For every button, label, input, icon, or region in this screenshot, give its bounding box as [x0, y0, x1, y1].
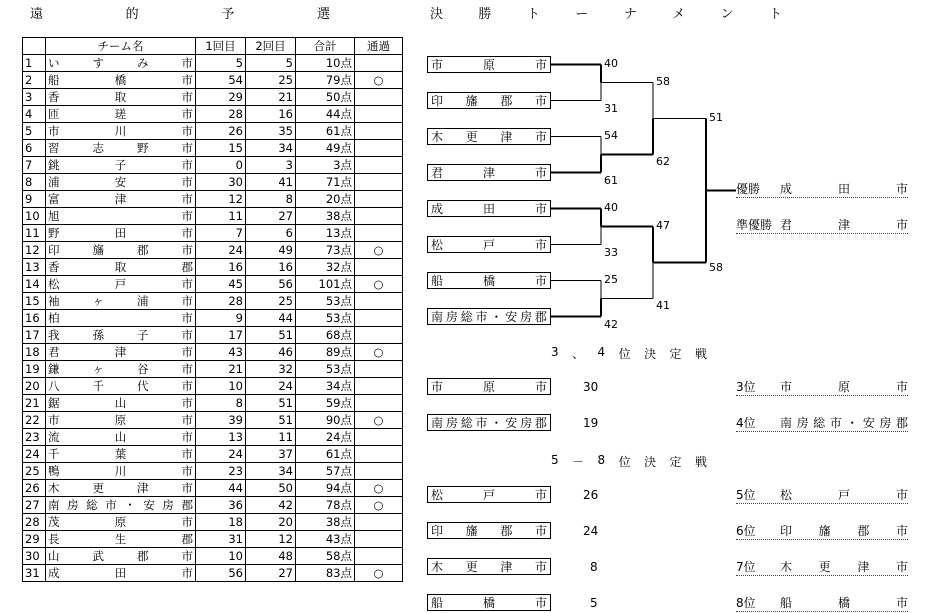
total-score: 34点: [296, 378, 355, 395]
total-score: 20点: [296, 191, 355, 208]
round2-score: 25: [246, 293, 296, 310]
placement-result: [736, 486, 908, 504]
result-label: 優勝: [736, 182, 761, 196]
row-number: 12: [23, 242, 46, 259]
row-number: 9: [23, 191, 46, 208]
bracket-score: 54: [604, 128, 618, 142]
round1-score: 10: [196, 548, 246, 565]
team-name: 船 橋 市: [48, 73, 193, 87]
result-team: 松 戸 市: [780, 488, 908, 502]
third-place-score: 30: [583, 380, 599, 394]
pass-mark: ○: [355, 242, 403, 259]
bracket-score: 51: [709, 110, 723, 124]
round1-score: 30: [196, 174, 246, 191]
round2-score: 46: [246, 344, 296, 361]
pass-mark: ○: [355, 344, 403, 361]
bracket-score: 61: [604, 173, 618, 187]
round1-score: 24: [196, 446, 246, 463]
team-name: 鎌 ヶ 谷 市: [48, 362, 193, 376]
round1-score: 10: [196, 378, 246, 395]
team-name: 流 山 市: [48, 430, 193, 444]
row-number: 13: [23, 259, 46, 276]
result-label: 4位: [736, 416, 756, 430]
team-name: 君 津 市: [48, 345, 193, 359]
team-name: 銚 子 市: [48, 158, 193, 172]
round2-score: 16: [246, 106, 296, 123]
total-score: 3点: [296, 157, 355, 174]
total-score: 61点: [296, 123, 355, 140]
total-score: 83点: [296, 565, 355, 582]
placement-result: [736, 594, 908, 612]
total-score: 61点: [296, 446, 355, 463]
bracket-team-box: 君 津 市: [427, 164, 551, 181]
round2-score: 34: [246, 463, 296, 480]
round2-score: 27: [246, 565, 296, 582]
pass-mark: ○: [355, 72, 403, 89]
total-score: 49点: [296, 140, 355, 157]
third-place-team-box: 市 原 市: [427, 378, 551, 395]
row-number: 16: [23, 310, 46, 327]
row-number: 18: [23, 344, 46, 361]
row-number: 10: [23, 208, 46, 225]
team-name: 印 旛 郡 市: [48, 243, 193, 257]
round2-score: 51: [246, 327, 296, 344]
fifth-place-team-box: 木 更 津 市: [427, 558, 551, 575]
round2-score: 50: [246, 480, 296, 497]
bracket-team-box: 船 橋 市: [427, 272, 551, 289]
team-name: 野 田 市: [48, 226, 193, 240]
round1-score: 0: [196, 157, 246, 174]
runner-up-result: [736, 216, 908, 234]
team-name: 習 志 野 市: [48, 141, 193, 155]
total-score: 101点: [296, 276, 355, 293]
round2-score: 16: [246, 259, 296, 276]
team-name: 市 原 市: [48, 413, 193, 427]
row-number: 30: [23, 548, 46, 565]
total-score: 13点: [296, 225, 355, 242]
bracket-team-box: 印 旛 郡 市: [427, 92, 551, 109]
bracket-team-box: 成 田 市: [427, 200, 551, 217]
round2-score: 51: [246, 395, 296, 412]
round2-score: 42: [246, 497, 296, 514]
placement-result: [736, 558, 908, 576]
round1-score: 12: [196, 191, 246, 208]
round1-score: 24: [196, 242, 246, 259]
bracket-score: 25: [604, 272, 618, 286]
row-number: 7: [23, 157, 46, 174]
round1-score: 54: [196, 72, 246, 89]
result-team: 船 橋 市: [780, 596, 908, 610]
team-name: 市 川 市: [48, 124, 193, 138]
row-number: 24: [23, 446, 46, 463]
pass-mark: ○: [355, 412, 403, 429]
row-number: 21: [23, 395, 46, 412]
round2-score: 41: [246, 174, 296, 191]
round2-score: 8: [246, 191, 296, 208]
third-place-score: 19: [583, 416, 599, 430]
team-name: い す み 市: [48, 56, 193, 70]
team-name: 袖 ヶ 浦 市: [48, 294, 193, 308]
round2-score: 32: [246, 361, 296, 378]
round2-score: 37: [246, 446, 296, 463]
bracket-team-box: 木 更 津 市: [427, 128, 551, 145]
row-number: 22: [23, 412, 46, 429]
round1-score: 45: [196, 276, 246, 293]
result-label: 8位: [736, 596, 756, 610]
round1-score: 26: [196, 123, 246, 140]
result-label: 6位: [736, 524, 756, 538]
bracket-score: 47: [656, 218, 670, 232]
total-score: 78点: [296, 497, 355, 514]
total-score: 90点: [296, 412, 355, 429]
round1-score: 23: [196, 463, 246, 480]
row-number: 19: [23, 361, 46, 378]
placement-result: [736, 414, 908, 432]
row-number: 5: [23, 123, 46, 140]
team-name: 鴨 川 市: [48, 464, 193, 478]
total-score: 57点: [296, 463, 355, 480]
placement-result: [736, 522, 908, 540]
row-number: 11: [23, 225, 46, 242]
total-score: 94点: [296, 480, 355, 497]
bracket-team-box: 南 房 総 市 ・ 安 房 郡: [427, 308, 551, 325]
round1-score: 29: [196, 89, 246, 106]
bracket-score: 62: [656, 154, 670, 168]
row-number: 26: [23, 480, 46, 497]
total-score: 32点: [296, 259, 355, 276]
header-pass: 通過: [355, 38, 403, 55]
team-name: 茂 原 市: [48, 515, 193, 529]
row-number: 28: [23, 514, 46, 531]
pass-mark: ○: [355, 276, 403, 293]
row-number: 25: [23, 463, 46, 480]
round2-score: 35: [246, 123, 296, 140]
result-team: 南 房 総 市 ・ 安 房 郡: [780, 416, 908, 430]
total-score: 58点: [296, 548, 355, 565]
total-score: 59点: [296, 395, 355, 412]
round1-score: 9: [196, 310, 246, 327]
total-score: 10点: [296, 55, 355, 72]
team-name: 香 取 郡: [48, 260, 193, 274]
fifth-place-team-box: 松 戸 市: [427, 486, 551, 503]
fifth-place-score: 5: [590, 596, 598, 610]
prelim-title: 遠 的 予 選: [30, 7, 330, 22]
round2-score: 51: [246, 412, 296, 429]
round1-score: 8: [196, 395, 246, 412]
row-number: 1: [23, 55, 46, 72]
total-score: 43点: [296, 531, 355, 548]
round1-score: 39: [196, 412, 246, 429]
total-score: 53点: [296, 293, 355, 310]
team-name: 山 武 郡 市: [48, 549, 193, 563]
champion-result: [736, 180, 908, 198]
fifth-place-score: 26: [583, 488, 599, 502]
pass-mark: ○: [355, 497, 403, 514]
round1-score: 11: [196, 208, 246, 225]
round2-score: 21: [246, 89, 296, 106]
row-number: 17: [23, 327, 46, 344]
third-place-title: 3 、 4 位 決 定 戦: [551, 345, 707, 361]
total-score: 53点: [296, 361, 355, 378]
bracket-score: 33: [604, 245, 618, 259]
total-score: 38点: [296, 208, 355, 225]
pass-mark: ○: [355, 480, 403, 497]
row-number: 8: [23, 174, 46, 191]
team-name: 我 孫 子 市: [48, 328, 193, 342]
round1-score: 16: [196, 259, 246, 276]
bracket-score: 58: [709, 260, 723, 274]
round1-score: 13: [196, 429, 246, 446]
team-name: 松 戸 市: [48, 277, 193, 291]
result-label: 5位: [736, 488, 756, 502]
team-name: 千 葉 市: [48, 447, 193, 461]
team-name: 八 千 代 市: [48, 379, 193, 393]
pass-mark: ○: [355, 565, 403, 582]
row-number: 29: [23, 531, 46, 548]
round2-score: 20: [246, 514, 296, 531]
result-team: 市 原 市: [780, 380, 908, 394]
placement-result: [736, 378, 908, 396]
total-score: 38点: [296, 514, 355, 531]
team-name: 匝 瑳 市: [48, 107, 193, 121]
round1-score: 15: [196, 140, 246, 157]
total-score: 79点: [296, 72, 355, 89]
final-title: 決 勝 ト ー ナ メ ン ト: [430, 7, 782, 22]
result-team: 木 更 津 市: [780, 560, 908, 574]
team-name: 南 房 総 市 ・ 安 房 郡: [48, 498, 193, 512]
total-score: 68点: [296, 327, 355, 344]
row-number: 14: [23, 276, 46, 293]
row-number: 31: [23, 565, 46, 582]
team-name: 富 津 市: [48, 192, 193, 206]
third-place-team-box: 南 房 総 市 ・ 安 房 郡: [427, 414, 551, 431]
team-name: 鋸 山 市: [48, 396, 193, 410]
fifth-place-team-box: 船 橋 市: [427, 594, 551, 611]
team-name: 香 取 市: [48, 90, 193, 104]
row-number: 6: [23, 140, 46, 157]
round1-score: 21: [196, 361, 246, 378]
team-name: 木 更 津 市: [48, 481, 193, 495]
round2-score: 24: [246, 378, 296, 395]
round2-score: 12: [246, 531, 296, 548]
bracket-score: 40: [604, 56, 618, 70]
fifth-place-score: 24: [583, 524, 599, 538]
round1-score: 43: [196, 344, 246, 361]
round1-score: 28: [196, 106, 246, 123]
result-team: 印 旛 郡 市: [780, 524, 908, 538]
round1-score: 36: [196, 497, 246, 514]
team-name: 浦 安 市: [48, 175, 193, 189]
row-number: 23: [23, 429, 46, 446]
result-team: 君 津 市: [780, 218, 908, 232]
header-total: 合計: [296, 38, 355, 55]
row-number: 4: [23, 106, 46, 123]
round1-score: 7: [196, 225, 246, 242]
result-team: 成 田 市: [780, 182, 908, 196]
total-score: 89点: [296, 344, 355, 361]
round1-score: 44: [196, 480, 246, 497]
bracket-score: 31: [604, 101, 618, 115]
round2-score: 5: [246, 55, 296, 72]
result-label: 3位: [736, 380, 756, 394]
row-number: 15: [23, 293, 46, 310]
row-number: 27: [23, 497, 46, 514]
bracket-score: 58: [656, 74, 670, 88]
bracket-score: 42: [604, 317, 618, 331]
bracket-score: 41: [656, 298, 670, 312]
round2-score: 34: [246, 140, 296, 157]
team-name: 旭 市: [48, 209, 193, 223]
row-number: 3: [23, 89, 46, 106]
round1-score: 5: [196, 55, 246, 72]
total-score: 24点: [296, 429, 355, 446]
total-score: 50点: [296, 89, 355, 106]
total-score: 73点: [296, 242, 355, 259]
result-label: 準優勝: [736, 218, 773, 232]
bracket-score: 40: [604, 200, 618, 214]
round2-score: 56: [246, 276, 296, 293]
team-name: 成 田 市: [48, 566, 193, 580]
fifth-place-team-box: 印 旛 郡 市: [427, 522, 551, 539]
round2-score: 44: [246, 310, 296, 327]
result-label: 7位: [736, 560, 756, 574]
header-round2: 2回目: [246, 38, 296, 55]
row-number: 2: [23, 72, 46, 89]
round2-score: 3: [246, 157, 296, 174]
header-round1: 1回目: [196, 38, 246, 55]
team-name: 長 生 郡: [48, 532, 193, 546]
fifth-place-title: 5 － 8 位 決 定 戦: [551, 453, 707, 469]
round2-score: 48: [246, 548, 296, 565]
header-team: チーム名: [46, 38, 196, 55]
total-score: 71点: [296, 174, 355, 191]
round2-score: 11: [246, 429, 296, 446]
round1-score: 18: [196, 514, 246, 531]
round1-score: 28: [196, 293, 246, 310]
round2-score: 25: [246, 72, 296, 89]
fifth-place-score: 8: [590, 560, 598, 574]
round2-score: 6: [246, 225, 296, 242]
round1-score: 17: [196, 327, 246, 344]
round1-score: 56: [196, 565, 246, 582]
bracket-team-box: 市 原 市: [427, 56, 551, 73]
team-name: 柏 市: [48, 311, 193, 325]
round2-score: 49: [246, 242, 296, 259]
round2-score: 27: [246, 208, 296, 225]
total-score: 44点: [296, 106, 355, 123]
total-score: 53点: [296, 310, 355, 327]
bracket-team-box: 松 戸 市: [427, 236, 551, 253]
round1-score: 31: [196, 531, 246, 548]
row-number: 20: [23, 378, 46, 395]
